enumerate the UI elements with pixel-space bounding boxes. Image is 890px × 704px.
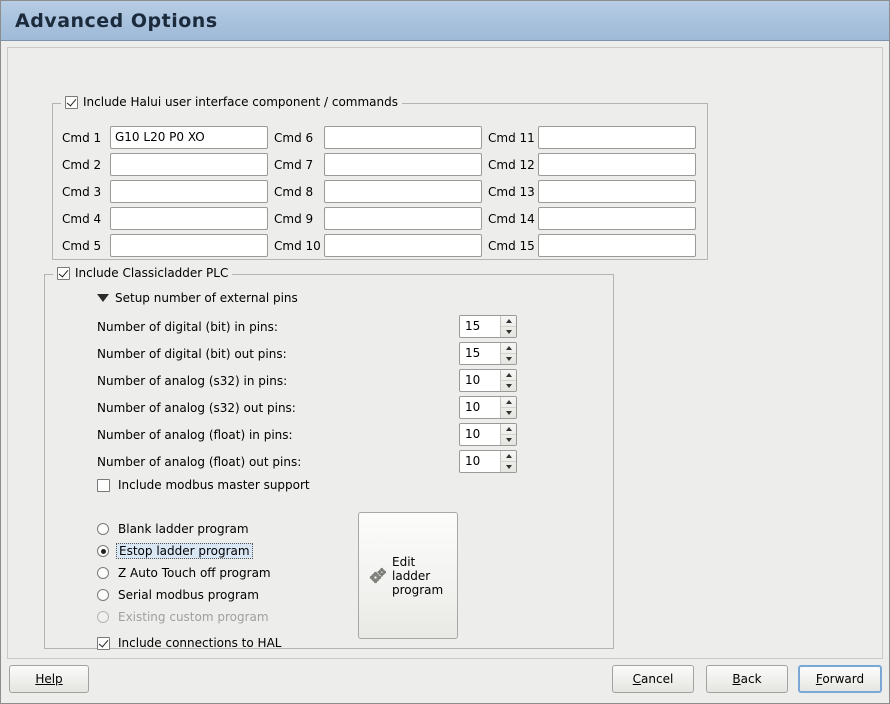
radio-serial-modbus-program-label: Serial modbus program [118,588,259,602]
classicladder-group [44,266,614,650]
stepper-down-icon[interactable] [501,327,516,337]
stepper-up-icon[interactable] [501,370,516,381]
pin-value-digital-in[interactable]: 15 [465,319,481,333]
cmd-label-5: Cmd 5 [62,238,102,253]
cmd-label-1: Cmd 1 [62,130,102,145]
pin-row-digital-in [97,313,517,340]
stepper-down-icon[interactable] [501,381,516,391]
radio-blank-ladder-program[interactable] [97,518,367,540]
cmd-input-14[interactable] [538,207,696,230]
classicladder-checkbox[interactable] [53,266,232,280]
radio-existing-custom-program [97,606,367,628]
pin-label-analog-s32-out: Number of analog (s32) out pins: [97,400,296,415]
halui-command-grid [60,124,700,259]
modbus-master-checkbox-box[interactable] [97,479,110,492]
stepper-down-icon[interactable] [501,435,516,445]
pin-value-analog-s32-in[interactable]: 10 [465,373,481,387]
pin-label-digital-out: Number of digital (bit) out pins: [97,346,287,361]
pin-stepper-buttons-analog-s32-in[interactable] [500,370,516,391]
radio-existing-custom-program-button [97,611,109,623]
help-button-label: Help [35,672,63,686]
pin-value-digital-out[interactable]: 15 [465,346,481,360]
radio-z-auto-touch-off-program-button[interactable] [97,567,109,579]
radio-estop-ladder-program-label: Estop ladder program [116,543,253,559]
pin-stepper-digital-in[interactable] [459,315,517,338]
cmd-input-4[interactable] [110,207,268,230]
forward-button-label: Forward [815,672,865,686]
cancel-button[interactable] [612,665,694,693]
pin-label-digital-in: Number of digital (bit) in pins: [97,319,278,334]
stepper-up-icon[interactable] [501,343,516,354]
pin-label-analog-float-in: Number of analog (float) in pins: [97,427,293,442]
edit-ladder-program-content [368,555,448,597]
stepper-down-icon[interactable] [501,408,516,418]
pin-row-analog-s32-out [97,394,517,421]
cancel-button-label: Cancel [632,672,674,686]
stepper-down-icon[interactable] [501,462,516,472]
pin-stepper-analog-s32-out[interactable] [459,396,517,419]
pin-stepper-buttons-digital-out[interactable] [500,343,516,364]
cmd-input-7[interactable] [324,153,482,176]
cmd-label-4: Cmd 4 [62,211,102,226]
cmd-input-12[interactable] [538,153,696,176]
cmd-input-6[interactable] [324,126,482,149]
cmd-input-10[interactable] [324,234,482,257]
external-pins-expander[interactable] [97,291,298,305]
gear-icon [368,566,388,586]
cmd-input-5[interactable] [110,234,268,257]
stepper-down-icon[interactable] [501,354,516,364]
back-button[interactable] [706,665,788,693]
cmd-input-8[interactable] [324,180,482,203]
cmd-label-9: Cmd 9 [274,211,314,226]
dialog-content [1,41,889,703]
back-button-label: Back [732,672,762,686]
pin-stepper-analog-s32-in[interactable] [459,369,517,392]
radio-estop-ladder-program[interactable] [97,540,367,562]
cmd-label-3: Cmd 3 [62,184,102,199]
cmd-input-13[interactable] [538,180,696,203]
cmd-label-6: Cmd 6 [274,130,314,145]
radio-z-auto-touch-off-program[interactable] [97,562,367,584]
forward-button[interactable] [798,665,882,693]
content-panel [7,47,883,659]
cmd-label-14: Cmd 14 [488,211,535,226]
cmd-label-2: Cmd 2 [62,157,102,172]
pin-stepper-digital-out[interactable] [459,342,517,365]
modbus-master-checkbox[interactable] [97,478,310,492]
pin-label-analog-s32-in: Number of analog (s32) in pins: [97,373,288,388]
cmd-label-8: Cmd 8 [274,184,314,199]
pin-label-analog-float-out: Number of analog (float) out pins: [97,454,302,469]
classicladder-checkbox-label: Include Classicladder PLC [75,266,229,280]
ladder-program-radio-group [97,518,367,654]
hal-connections-checkbox-label: Include connections to HAL [118,636,282,650]
cmd-input-11[interactable] [538,126,696,149]
hal-connections-checkbox-box[interactable] [97,637,110,650]
halui-checkbox-box[interactable] [65,96,78,109]
radio-serial-modbus-program[interactable] [97,584,367,606]
pin-stepper-buttons-analog-float-out[interactable] [500,451,516,472]
pin-stepper-buttons-analog-s32-out[interactable] [500,397,516,418]
pin-stepper-buttons-analog-float-in[interactable] [500,424,516,445]
halui-checkbox[interactable] [61,95,402,109]
radio-existing-custom-program-label: Existing custom program [118,610,269,624]
radio-blank-ladder-program-button[interactable] [97,523,109,535]
dialog-button-bar [1,659,889,703]
cmd-label-10: Cmd 10 [274,238,321,253]
pin-value-analog-float-out[interactable]: 10 [465,454,481,468]
external-pins-list [97,313,517,475]
halui-group [52,95,708,260]
modbus-master-checkbox-label: Include modbus master support [118,478,310,492]
cmd-label-15: Cmd 15 [488,238,535,253]
cmd-input-1[interactable]: G10 L20 P0 XO [110,126,268,149]
cmd-label-11: Cmd 11 [488,130,535,145]
pin-row-analog-s32-in [97,367,517,394]
halui-checkbox-label: Include Halui user interface component / commands [83,95,398,109]
cmd-label-7: Cmd 7 [274,157,314,172]
radio-serial-modbus-program-button[interactable] [97,589,109,601]
classicladder-checkbox-box[interactable] [57,267,70,280]
radio-z-auto-touch-off-program-label: Z Auto Touch off program [118,566,271,580]
hal-connections-checkbox[interactable] [97,632,367,654]
radio-blank-ladder-program-label: Blank ladder program [118,522,249,536]
pin-row-analog-float-out [97,448,517,475]
cmd-input-15[interactable] [538,234,696,257]
help-button[interactable] [9,665,89,693]
stepper-up-icon[interactable] [501,424,516,435]
cmd-input-2[interactable] [110,153,268,176]
external-pins-expander-label: Setup number of external pins [115,291,298,305]
cmd-input-3[interactable] [110,180,268,203]
pin-stepper-buttons-digital-in[interactable] [500,316,516,337]
pin-value-analog-float-in[interactable]: 10 [465,427,481,441]
page-title: Advanced Options [15,9,218,32]
stepper-up-icon[interactable] [501,397,516,408]
cmd-input-9[interactable] [324,207,482,230]
stepper-up-icon[interactable] [501,451,516,462]
radio-estop-ladder-program-button[interactable] [97,545,109,557]
cmd-label-12: Cmd 12 [488,157,535,172]
edit-ladder-program-label: Edit ladder program [392,554,444,597]
pin-stepper-analog-float-out[interactable] [459,450,517,473]
cmd-label-13: Cmd 13 [488,184,535,199]
edit-ladder-program-button[interactable] [358,512,458,639]
pin-value-analog-s32-out[interactable]: 10 [465,400,481,414]
pin-row-digital-out [97,340,517,367]
pin-row-analog-float-in [97,421,517,448]
chevron-down-icon[interactable] [97,294,109,302]
title-bar [1,1,889,41]
pin-stepper-analog-float-in[interactable] [459,423,517,446]
stepper-up-icon[interactable] [501,316,516,327]
